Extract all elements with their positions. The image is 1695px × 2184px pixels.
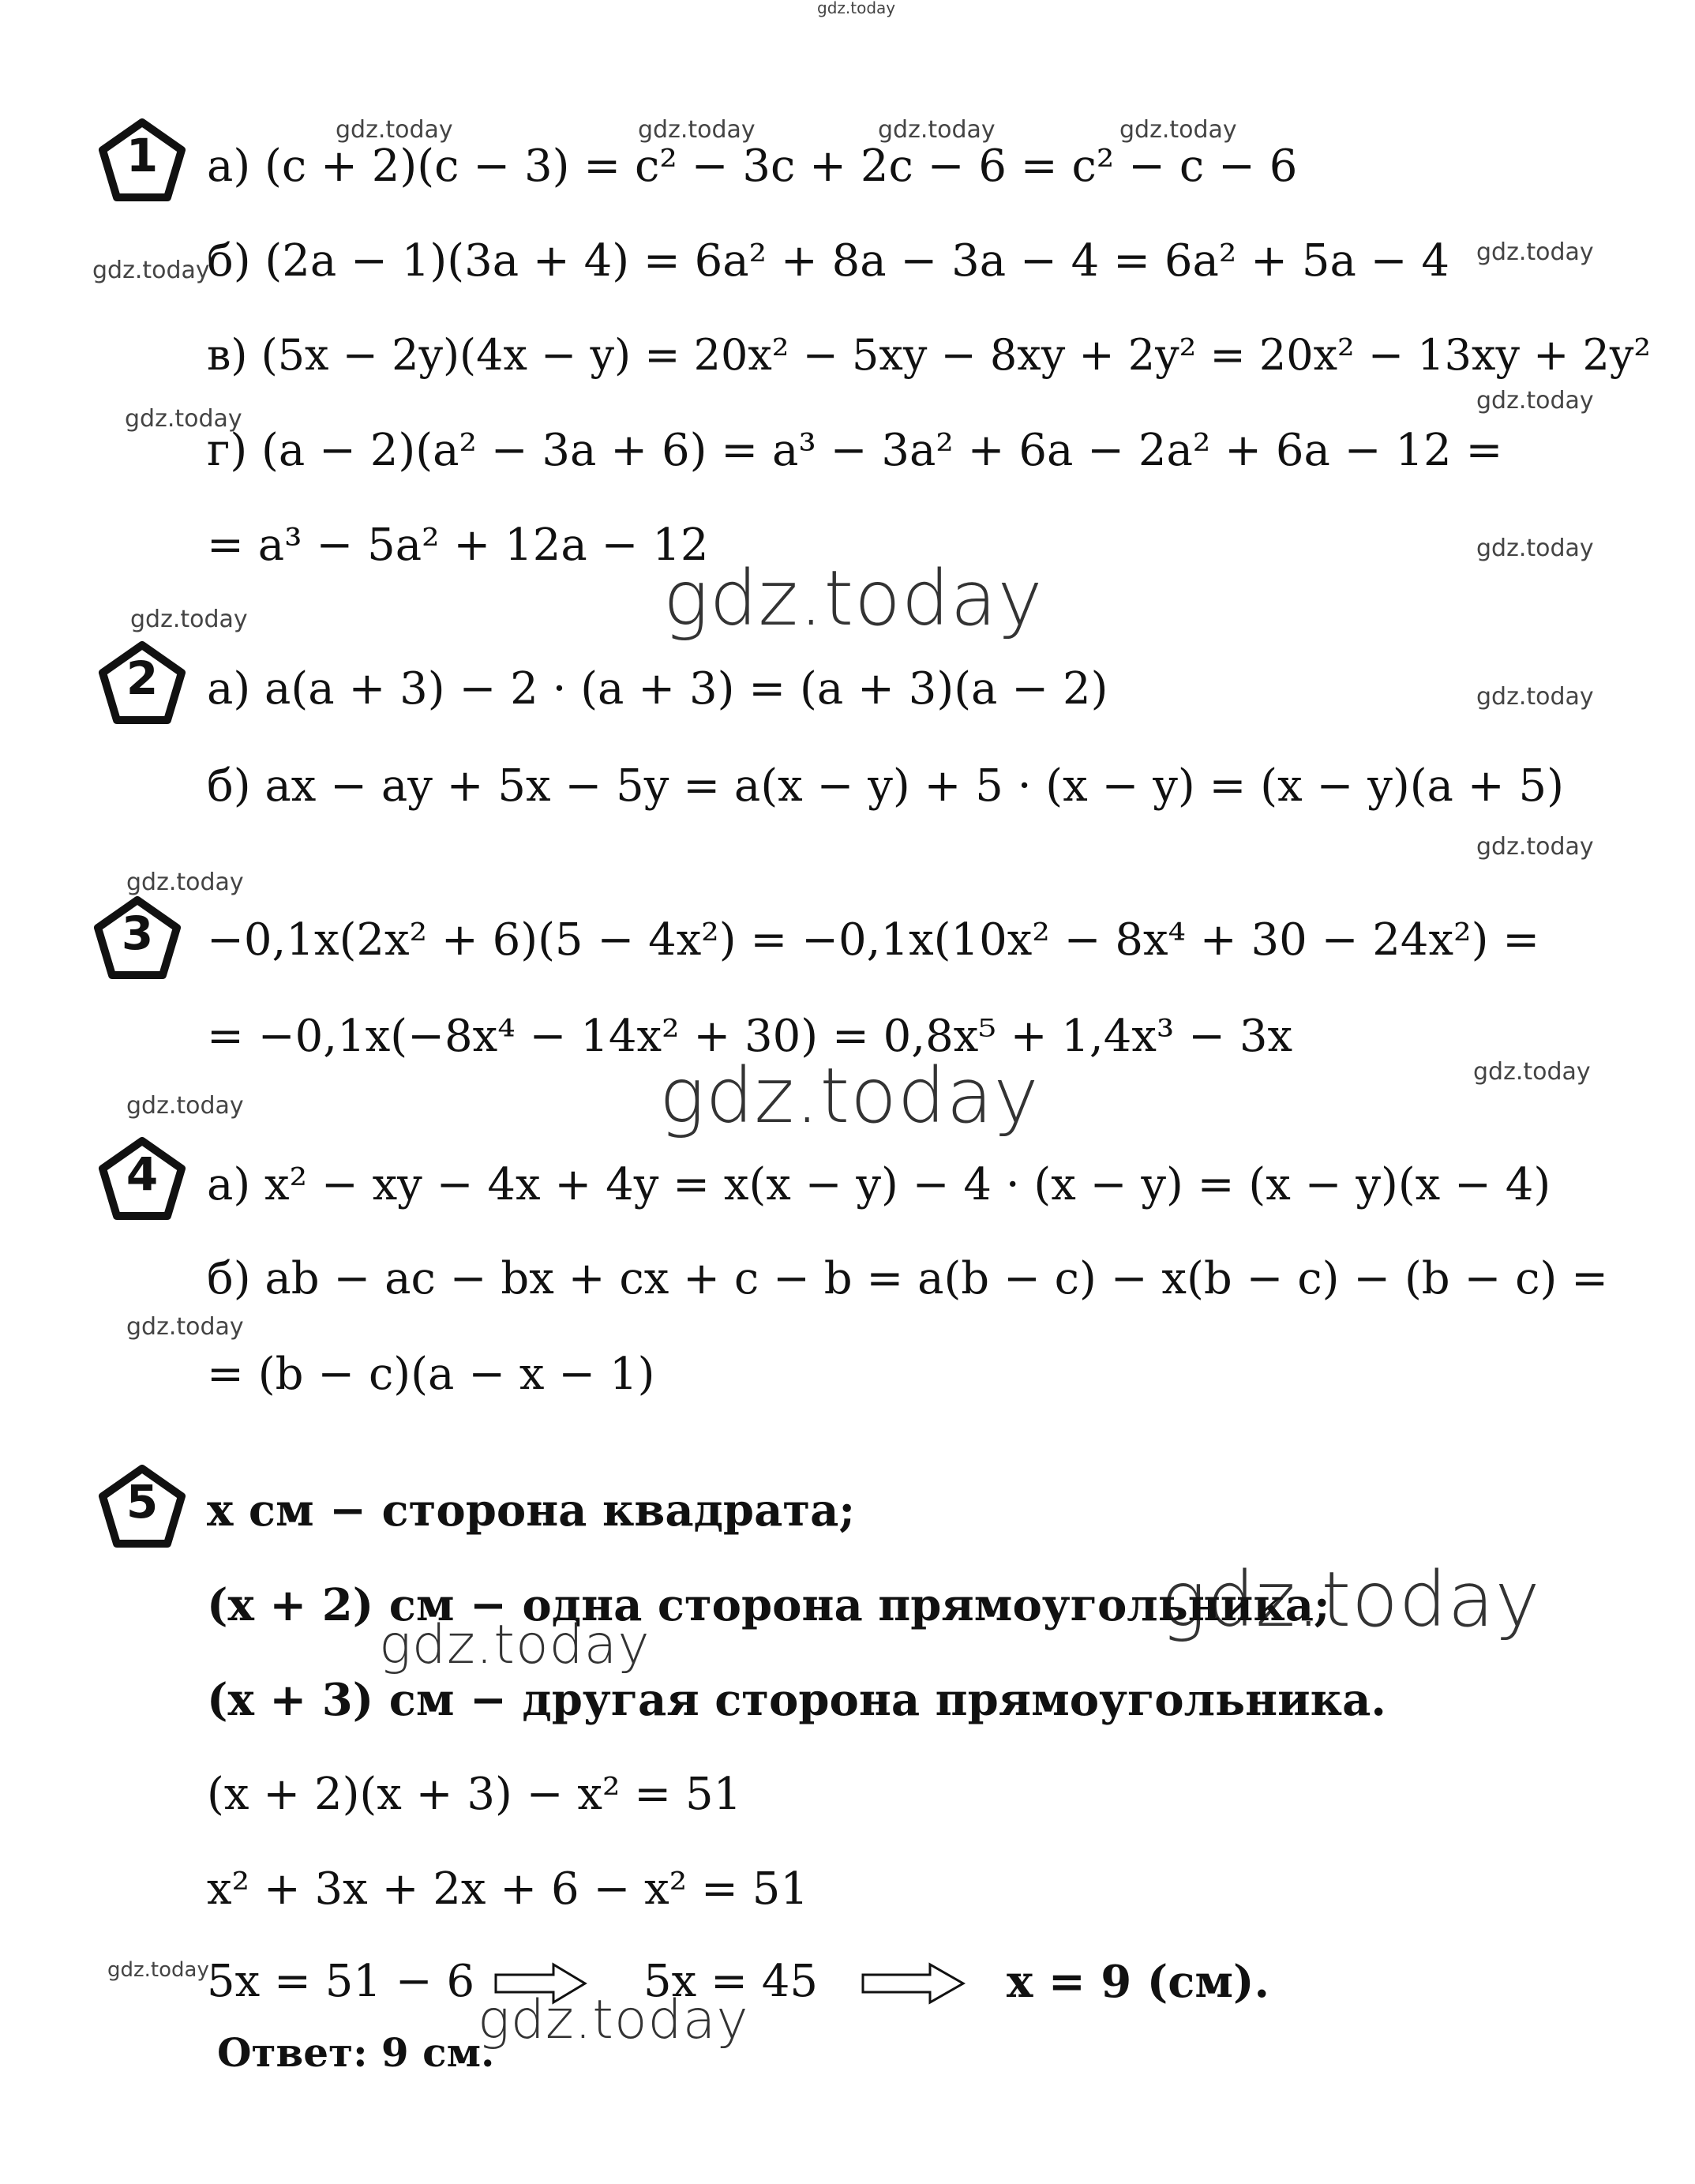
task-4-line-c: = (b − c)(a − x − 1) xyxy=(207,1349,655,1400)
task-number: 4 xyxy=(126,1147,159,1201)
watermark-large: gdz.today xyxy=(663,554,1044,643)
arrow-right-icon xyxy=(861,1962,967,2005)
task-1-line-a: а) (c + 2)(c − 3) = c² − 3c + 2c − 6 = c² − c − 6 xyxy=(207,141,1298,192)
watermark: gdz.today xyxy=(126,1092,244,1120)
task-4-line-a: а) x² − xy − 4x + 4y = x(x − y) − 4 · (x − y) = (x − y)(x − 4) xyxy=(207,1159,1551,1210)
task-2-line-a: а) a(a + 3) − 2 · (a + 3) = (a + 3)(a − 2) xyxy=(207,663,1108,715)
task-1-line-d: г) (a − 2)(a² − 3a + 6) = a³ − 3a² + 6a − 2a² + 6a − 12 = xyxy=(207,425,1503,476)
task-number-badge xyxy=(98,118,186,202)
task-number-badge xyxy=(98,1465,186,1548)
watermark: gdz.today xyxy=(638,116,756,144)
watermark: gdz.today xyxy=(1473,1058,1591,1086)
task-5-line-2: (x + 2) см − одна сторона прямоугольника; xyxy=(207,1579,1330,1631)
arrow-right-icon xyxy=(493,1962,588,2005)
task-number-badge xyxy=(98,1137,186,1221)
watermark: gdz.today xyxy=(107,1958,209,1982)
task-5-answer: Ответ: 9 см. xyxy=(217,2029,495,2076)
task-5-line-3: (x + 3) см − другая сторона прямоугольника. xyxy=(207,1674,1386,1726)
watermark-large: gdz.today xyxy=(379,1614,651,1676)
watermark: gdz.today xyxy=(1476,535,1594,562)
watermark: gdz.today xyxy=(1476,833,1594,861)
task-number: 1 xyxy=(126,129,159,182)
watermark: gdz.today xyxy=(92,257,210,284)
task-5-step-2: 5x = 45 xyxy=(643,1956,818,2007)
watermark-top: gdz.today xyxy=(817,0,896,17)
task-number: 3 xyxy=(121,906,154,960)
task-1-line-b: б) (2a − 1)(3a + 4) = 6a² + 8a − 3a − 4 = 6a² + 5a − 4 xyxy=(207,235,1449,287)
watermark-large: gdz.today xyxy=(1161,1555,1541,1644)
task-1-line-c: в) (5x − 2y)(4x − y) = 20x² − 5xy − 8xy + 2y² = 20x² − 13xy + 2y² xyxy=(207,330,1652,380)
watermark: gdz.today xyxy=(125,405,242,433)
watermark: gdz.today xyxy=(1119,116,1237,144)
task-number-badge xyxy=(98,641,186,725)
watermark-large: gdz.today xyxy=(478,1989,749,2051)
task-5-line-4: (x + 2)(x + 3) − x² = 51 xyxy=(207,1769,742,1820)
watermark: gdz.today xyxy=(878,116,996,144)
watermark: gdz.today xyxy=(126,1313,244,1341)
task-5-line-5: x² + 3x + 2x + 6 − x² = 51 xyxy=(207,1863,808,1915)
watermark-large: gdz.today xyxy=(659,1052,1040,1140)
task-3-line-b: = −0,1x(−8x⁴ − 14x² + 30) = 0,8x⁵ + 1,4x³ − 3x xyxy=(207,1011,1293,1062)
task-2-line-b: б) ax − ay + 5x − 5y = a(x − y) + 5 · (x − y) = (x − y)(a + 5) xyxy=(207,760,1564,812)
task-number-badge xyxy=(93,896,182,980)
watermark: gdz.today xyxy=(126,869,244,896)
watermark: gdz.today xyxy=(130,606,248,633)
task-number: 5 xyxy=(126,1475,159,1529)
watermark: gdz.today xyxy=(1476,683,1594,711)
watermark: gdz.today xyxy=(1476,238,1594,266)
watermark: gdz.today xyxy=(1476,387,1594,415)
task-number: 2 xyxy=(126,651,159,705)
task-3-line-a: −0,1x(2x² + 6)(5 − 4x²) = −0,1x(10x² − 8x⁴ + 30 − 24x²) = xyxy=(207,914,1540,966)
task-1-line-e: = a³ − 5a² + 12a − 12 xyxy=(207,520,709,571)
task-5-line-1: x см − сторона квадрата; xyxy=(207,1484,856,1537)
task-5-step-3: x = 9 (см). xyxy=(1007,1956,1269,2008)
task-5-step-1: 5x = 51 − 6 xyxy=(207,1956,475,2007)
task-4-line-b: б) ab − ac − bx + cx + c − b = a(b − c) − x(b − c) − (b − c) = xyxy=(207,1253,1609,1304)
watermark: gdz.today xyxy=(336,116,453,144)
